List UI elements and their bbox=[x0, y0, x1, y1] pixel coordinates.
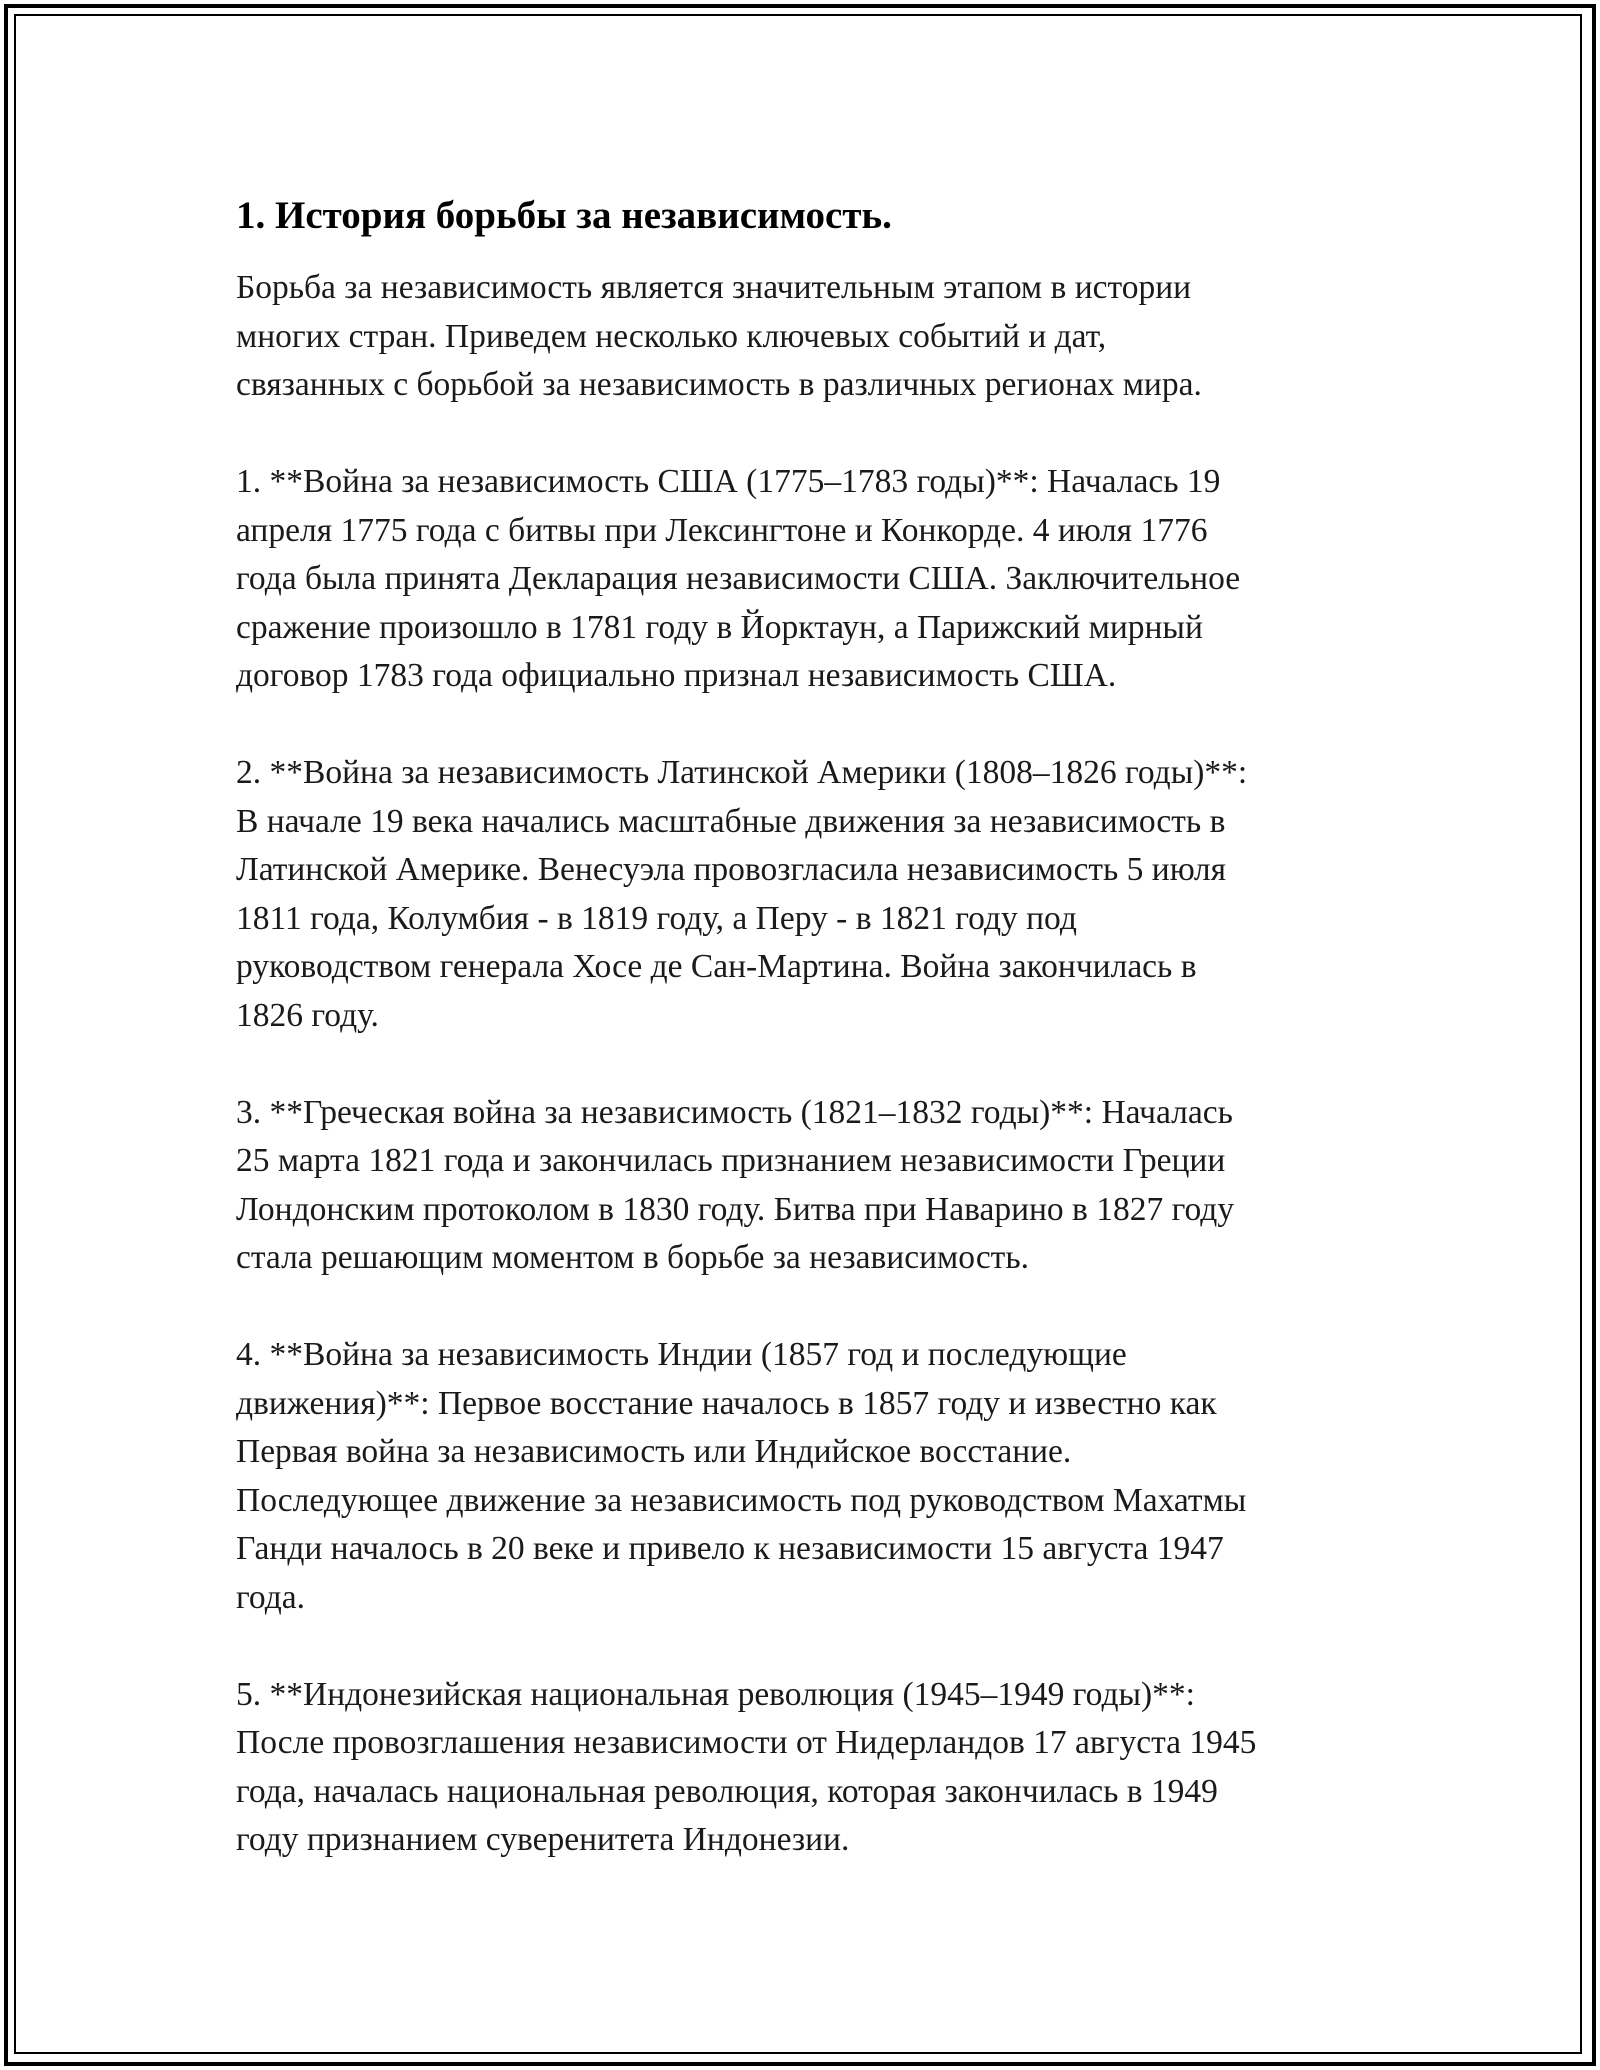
document-title: 1. История борьбы за независимость. bbox=[236, 194, 892, 237]
intro-paragraph: Борьба за независимость является значительным этапом в истории многих стран. Приведем несколько ключевых событий и дат, связанных с борьбой за независимость в различных регионах мира. bbox=[236, 269, 1202, 403]
latin-america-independence-paragraph: 2. **Война за независимость Латинской Америки (1808–1826 годы)**: В начале 19 века начались масштабные движения за независимость в Латинской Америке. Венесуэла провозгласила независимость 5 июля 1811 года, Колумбия - в 1819 году, а Перу - в 1821 году под руководством генерала Хосе де Сан-Мартина. Война закончилась в 1826 году. bbox=[236, 754, 1248, 1034]
greek-independence-paragraph: 3. **Греческая война за независимость (1821–1832 годы)**: Началась 25 марта 1821 года и закончилась признанием независимости Греции Лондонским протоколом в 1830 году. Битва при Наварино в 1827 году стала решающим моментом в борьбе за независимость. bbox=[236, 1093, 1235, 1276]
india-independence-paragraph: 4. **Война за независимость Индии (1857 год и последующие движения)**: Первое восстание началось в 1857 году и известно как Первая война за независимость или Индийское восстание. Последующее движение за независимость под руководством Махатмы Ганди началось в 20 веке и привело к независимости 15 августа 1947 года. bbox=[236, 1336, 1247, 1616]
indonesia-revolution-paragraph: 5. **Индонезийская национальная революция (1945–1949 годы)**: После провозглашения независимости от Нидерландов 17 августа 1945 года, началась национальная революция, которая закончилась в 1949 году признанием суверенитета Индонезии. bbox=[236, 1675, 1257, 1858]
document-body bbox=[236, 190, 1366, 1913]
usa-independence-paragraph: 1. **Война за независимость США (1775–1783 годы)**: Началась 19 апреля 1775 года с битвы при Лексингтоне и Конкорде. 4 июля 1776 года была принята Декларация независимости США. Заключительное сражение произошло в 1781 году в Йорктаун, а Парижский мирный договор 1783 года официально признал независимость США. bbox=[236, 463, 1241, 694]
